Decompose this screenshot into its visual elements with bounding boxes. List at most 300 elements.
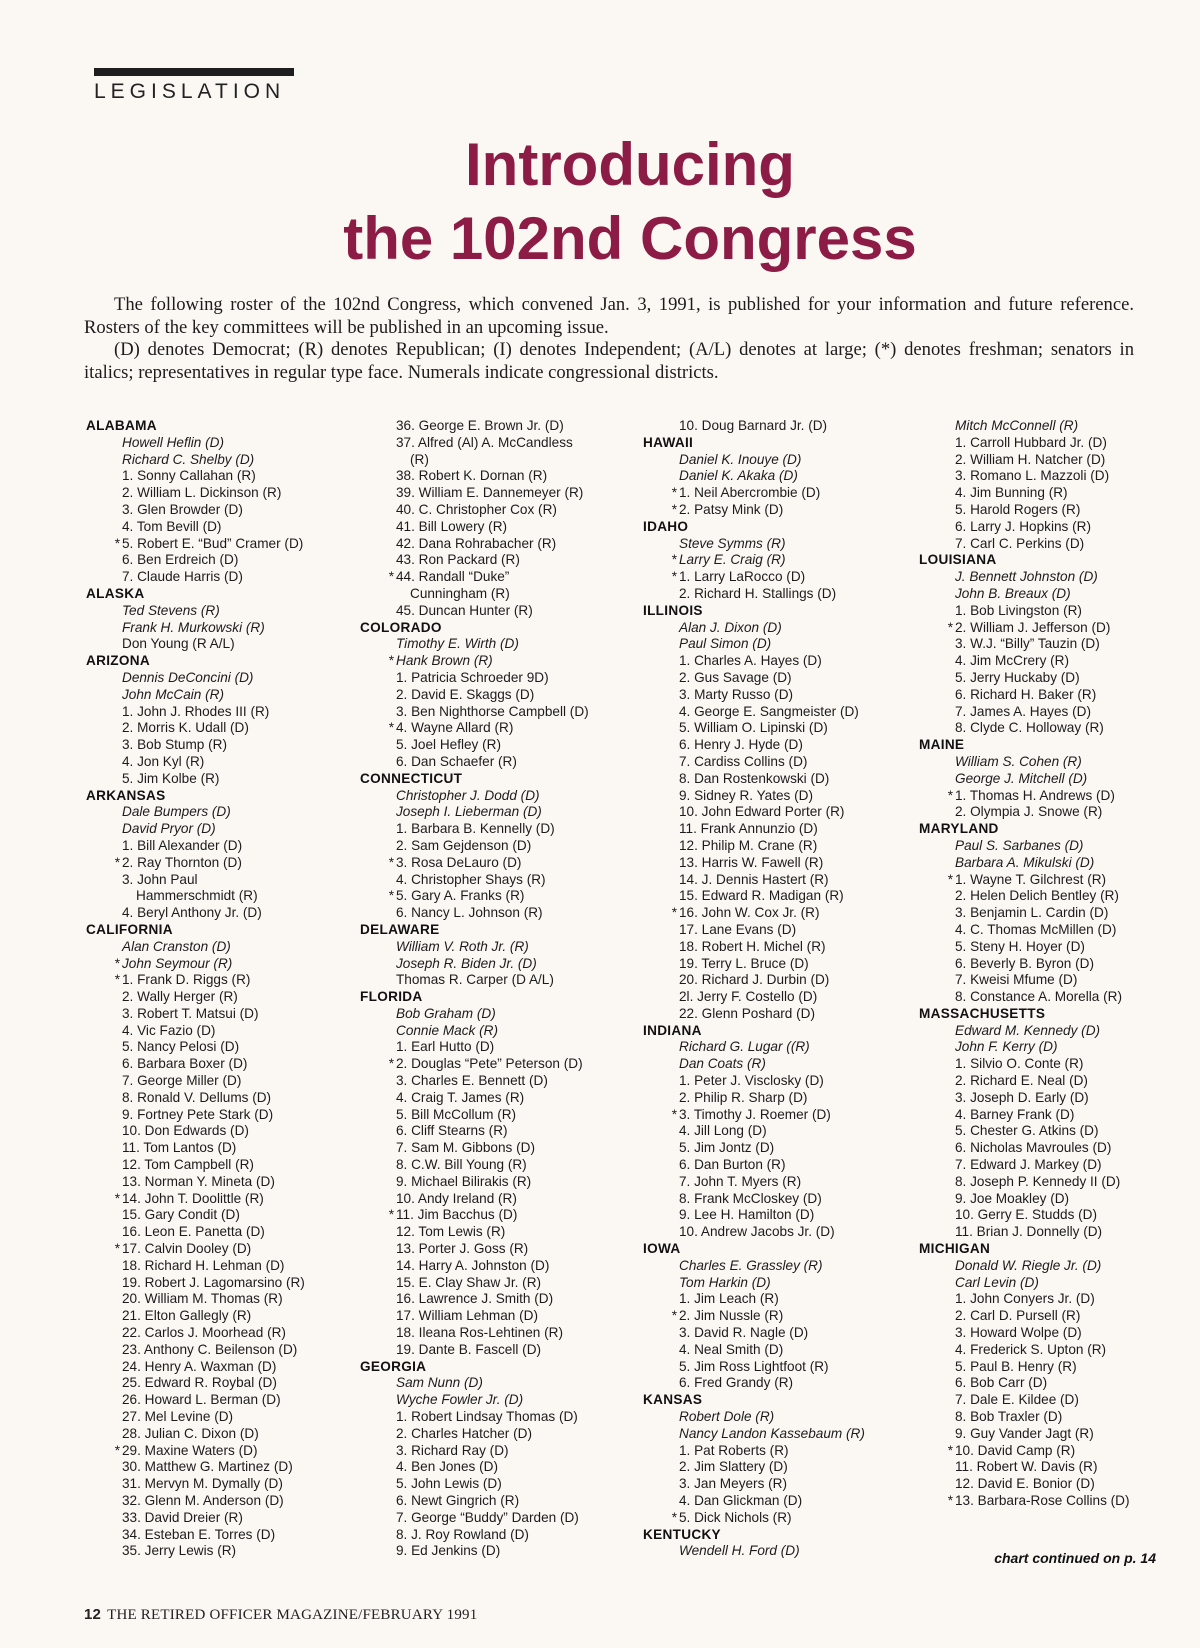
member-name: 12. David E. Bonior (D)	[955, 1476, 1095, 1492]
member-name: John Seymour (R)	[122, 955, 233, 971]
representative-entry	[360, 872, 589, 889]
publication-line: THE RETIRED OFFICER MAGAZINE/FEBRUARY 1991	[107, 1607, 478, 1623]
senator-entry	[86, 956, 305, 973]
representative-entry	[919, 1140, 1130, 1157]
representative-entry	[86, 1107, 305, 1124]
member-name: 40. C. Christopher Cox (R)	[396, 501, 557, 517]
member-name: 2. Jim Slattery (D)	[679, 1459, 788, 1475]
page-title	[0, 128, 1200, 276]
member-name: 10. David Camp (R)	[955, 1442, 1076, 1458]
senator-entry	[643, 452, 865, 469]
member-name: 38. Robert K. Dornan (R)	[396, 468, 548, 484]
representative-entry	[919, 989, 1130, 1006]
member-name: 6. Fred Grandy (R)	[679, 1375, 794, 1391]
representative-entry	[643, 1308, 865, 1325]
member-name: 4. Neal Smith (D)	[679, 1341, 784, 1357]
state-heading: ARIZONA	[86, 653, 151, 669]
member-name: Ted Stevens (R)	[122, 602, 220, 618]
member-name: 4. Christopher Shays (R)	[396, 871, 546, 887]
freshman-mark: *	[114, 1190, 120, 1206]
state-heading: KENTUCKY	[643, 1526, 721, 1542]
representative-entry	[360, 821, 589, 838]
representative-entry	[919, 603, 1130, 620]
member-name: George J. Mitchell (D)	[955, 770, 1088, 786]
state-heading: FLORIDA	[360, 989, 423, 1005]
member-name: 14. John T. Doolittle (R)	[122, 1190, 264, 1206]
representative-entry	[643, 989, 865, 1006]
representative-entry	[919, 1291, 1130, 1308]
representative-entry	[360, 1443, 589, 1460]
representative-entry	[86, 872, 305, 889]
member-name: Alan Cranston (D)	[122, 938, 231, 954]
member-name: 19. Robert J. Lagomarsino (R)	[122, 1274, 305, 1290]
senator-entry	[643, 1056, 865, 1073]
senator-entry	[643, 1258, 865, 1275]
member-name: Alan J. Dixon (D)	[679, 619, 782, 635]
representative-entry	[919, 1342, 1130, 1359]
member-name: 2. Wally Herger (R)	[122, 989, 238, 1005]
member-name: John B. Breaux (D)	[955, 585, 1071, 601]
freshman-mark: *	[114, 535, 120, 551]
member-name: 16. Leon E. Panetta (D)	[122, 1224, 265, 1240]
member-name: 8. J. Roy Rowland (D)	[396, 1526, 529, 1542]
representative-entry	[643, 737, 865, 754]
representative-entry	[643, 956, 865, 973]
member-name: 1. Patricia Schroeder 9D)	[396, 669, 549, 685]
member-name: Joseph R. Biden Jr. (D)	[396, 955, 537, 971]
representative-entry	[86, 1157, 305, 1174]
state-heading: HAWAII	[643, 434, 694, 450]
member-name: 1. Frank D. Riggs (R)	[122, 972, 251, 988]
member-name: 4. Tom Bevill (D)	[122, 518, 222, 534]
representative-entry	[643, 1090, 865, 1107]
member-name: 22. Glenn Poshard (D)	[679, 1005, 816, 1021]
state-heading: CALIFORNIA	[86, 921, 173, 937]
member-name: 3. Benjamin L. Cardin (D)	[955, 905, 1109, 921]
representative-entry	[643, 1006, 865, 1023]
representative-entry	[643, 1073, 865, 1090]
member-name: 2. Olympia J. Snowe (R)	[955, 804, 1103, 820]
representative-entry	[86, 737, 305, 754]
freshman-mark: *	[671, 485, 677, 501]
member-name: 2. Philip R. Sharp (D)	[679, 1089, 808, 1105]
member-name: 2. Helen Delich Bentley (R)	[955, 888, 1119, 904]
member-name: 5. Bill McCollum (R)	[396, 1106, 517, 1122]
representative-entry	[360, 972, 589, 989]
representative-entry	[919, 788, 1130, 805]
member-name: 10. Gerry E. Studds (D)	[955, 1207, 1098, 1223]
member-name: 4. C. Thomas McMillen (D)	[955, 921, 1117, 937]
representative-entry	[360, 1107, 589, 1124]
representative-entry	[643, 1325, 865, 1342]
member-name: 4. Vic Fazio (D)	[122, 1022, 216, 1038]
representative-entry	[919, 1107, 1130, 1124]
representative-entry	[643, 1443, 865, 1460]
representative-entry	[643, 1123, 865, 1140]
member-name: 27. Mel Levine (D)	[122, 1409, 234, 1425]
representative-entry	[919, 1325, 1130, 1342]
entry-continuation	[360, 452, 589, 469]
representative-entry	[643, 754, 865, 771]
member-name: 5. Jim Kolbe (R)	[122, 770, 220, 786]
member-name: 10. Doug Barnard Jr. (D)	[679, 418, 828, 433]
member-name: (R)	[410, 451, 429, 467]
member-name: 18. Richard H. Lehman (D)	[122, 1257, 285, 1273]
member-name: 10. Andy Ireland (R)	[396, 1190, 517, 1206]
state-heading: IDAHO	[643, 518, 689, 534]
representative-entry	[360, 418, 589, 435]
senator-entry	[919, 418, 1130, 435]
representative-entry	[86, 1258, 305, 1275]
senator-entry	[919, 855, 1130, 872]
member-name: Joseph I. Lieberman (D)	[396, 804, 542, 820]
representative-entry	[86, 636, 305, 653]
freshman-mark: *	[947, 1493, 953, 1508]
representative-entry	[919, 468, 1130, 485]
freshman-mark: *	[388, 720, 394, 736]
senator-entry	[919, 838, 1130, 855]
senator-entry	[360, 939, 589, 956]
representative-entry	[643, 1174, 865, 1191]
member-name: Sam Nunn (D)	[396, 1375, 483, 1391]
member-name: Steve Symms (R)	[679, 535, 786, 551]
member-name: 8. Frank McCloskey (D)	[679, 1190, 822, 1206]
member-name: 15. Edward R. Madigan (R)	[679, 888, 844, 904]
representative-entry	[86, 1174, 305, 1191]
representative-entry	[86, 536, 305, 553]
representative-entry	[360, 1258, 589, 1275]
member-name: 36. George E. Brown Jr. (D)	[396, 418, 564, 433]
member-name: 11. Frank Annunzio (D)	[679, 821, 818, 837]
freshman-mark: *	[947, 619, 953, 635]
section-label: LEGISLATION	[94, 80, 286, 103]
representative-entry	[643, 922, 865, 939]
member-name: 7. Carl C. Perkins (D)	[955, 535, 1085, 551]
senator-entry	[919, 754, 1130, 771]
member-name: 6. Dan Burton (R)	[679, 1157, 786, 1173]
representative-entry	[919, 720, 1130, 737]
freshman-mark: *	[114, 1442, 120, 1458]
representative-entry	[360, 720, 589, 737]
member-name: 30. Matthew G. Martinez (D)	[122, 1459, 293, 1475]
representative-entry	[86, 1443, 305, 1460]
member-name: 21. Elton Gallegly (R)	[122, 1308, 252, 1324]
representative-entry	[919, 1207, 1130, 1224]
member-name: 43. Ron Packard (R)	[396, 552, 520, 568]
member-name: 2. William J. Jefferson (D)	[955, 619, 1111, 635]
member-name: 13. Norman Y. Mineta (D)	[122, 1173, 275, 1189]
member-name: Richard C. Shelby (D)	[122, 451, 255, 467]
representative-entry	[919, 888, 1130, 905]
member-name: 35. Jerry Lewis (R)	[122, 1543, 237, 1559]
member-name: 9. Joe Moakley (D)	[955, 1190, 1070, 1206]
senator-entry	[86, 821, 305, 838]
member-name: 19. Dante B. Fascell (D)	[396, 1341, 542, 1357]
representative-entry	[360, 1459, 589, 1476]
member-name: 6. Cliff Stearns (R)	[396, 1123, 508, 1139]
entry-continuation	[360, 586, 589, 603]
senator-entry	[919, 1039, 1130, 1056]
member-name: 9. Sidney R. Yates (D)	[679, 787, 813, 803]
member-name: Carl Levin (D)	[955, 1274, 1039, 1290]
member-name: 7. James A. Hayes (D)	[955, 703, 1091, 719]
member-name: 1. Larry LaRocco (D)	[679, 569, 806, 585]
representative-entry	[919, 1375, 1130, 1392]
member-name: 4. Jill Long (D)	[679, 1123, 767, 1139]
representative-entry	[919, 452, 1130, 469]
representative-entry	[360, 1510, 589, 1527]
member-name: 6. Larry J. Hopkins (R)	[955, 518, 1091, 534]
member-name: 8. Dan Rostenkowski (D)	[679, 770, 830, 786]
member-name: 4. Jim McCrery (R)	[955, 653, 1070, 669]
member-name: 8. Joseph P. Kennedy II (D)	[955, 1173, 1121, 1189]
representative-entry	[360, 905, 589, 922]
representative-entry	[919, 956, 1130, 973]
representative-entry	[643, 1191, 865, 1208]
member-name: 5. Jim Jontz (D)	[679, 1140, 775, 1156]
member-name: Paul Simon (D)	[679, 636, 772, 652]
member-name: Donald W. Riegle Jr. (D)	[955, 1257, 1102, 1273]
senator-entry	[86, 670, 305, 687]
member-name: 17. Lane Evans (D)	[679, 921, 797, 937]
representative-entry	[360, 1308, 589, 1325]
member-name: 13. Barbara-Rose Collins (D)	[955, 1493, 1130, 1508]
representative-entry	[643, 855, 865, 872]
representative-entry	[643, 905, 865, 922]
representative-entry	[86, 1191, 305, 1208]
representative-entry	[360, 1241, 589, 1258]
member-name: 7. George Miller (D)	[122, 1073, 242, 1089]
member-name: 3. Charles E. Bennett (D)	[396, 1073, 548, 1089]
member-name: 11. Robert W. Davis (R)	[955, 1459, 1098, 1475]
freshman-mark: *	[671, 569, 677, 585]
senator-entry	[643, 468, 865, 485]
representative-entry	[86, 1308, 305, 1325]
member-name: David Pryor (D)	[122, 821, 216, 837]
representative-entry	[919, 1157, 1130, 1174]
member-name: Paul S. Sarbanes (D)	[955, 837, 1084, 853]
representative-entry	[643, 872, 865, 889]
representative-entry	[86, 1275, 305, 1292]
member-name: 29. Maxine Waters (D)	[122, 1442, 258, 1458]
representative-entry	[86, 1039, 305, 1056]
senator-entry	[86, 603, 305, 620]
representative-entry	[919, 519, 1130, 536]
representative-entry	[643, 838, 865, 855]
representative-entry	[86, 1459, 305, 1476]
representative-entry	[86, 1476, 305, 1493]
representative-entry	[919, 1308, 1130, 1325]
member-name: 6. Dan Schaefer (R)	[396, 753, 517, 769]
page-footer	[84, 1606, 477, 1624]
member-name: 1. Wayne T. Gilchrest (R)	[955, 871, 1107, 887]
member-name: 9. Michael Bilirakis (R)	[396, 1173, 532, 1189]
representative-entry	[643, 821, 865, 838]
representative-entry	[360, 1325, 589, 1342]
representative-entry	[919, 972, 1130, 989]
representative-entry	[919, 1476, 1130, 1493]
representative-entry	[919, 670, 1130, 687]
member-name: 3. Robert T. Matsui (D)	[122, 1005, 259, 1021]
representative-entry	[86, 1224, 305, 1241]
member-name: 2l. Jerry F. Costello (D)	[679, 989, 818, 1005]
continued-note: chart continued on p. 14	[994, 1550, 1156, 1566]
member-name: Wendell H. Ford (D)	[679, 1543, 800, 1559]
member-name: 2. Charles Hatcher (D)	[396, 1425, 532, 1441]
freshman-mark: *	[947, 1442, 953, 1458]
member-name: 1. Peter J. Visclosky (D)	[679, 1073, 824, 1089]
member-name: Charles E. Grassley (R)	[679, 1257, 823, 1273]
member-name: 2. Morris K. Udall (D)	[122, 720, 249, 736]
member-name: 1. Carroll Hubbard Jr. (D)	[955, 434, 1107, 450]
member-name: Richard G. Lugar ((R)	[679, 1039, 810, 1055]
representative-entry	[86, 468, 305, 485]
member-name: 12. Tom Campbell (R)	[122, 1157, 254, 1173]
representative-entry	[360, 1157, 589, 1174]
member-name: 23. Anthony C. Beilenson (D)	[122, 1341, 298, 1357]
representative-entry	[643, 804, 865, 821]
member-name: 6. Newt Gingrich (R)	[396, 1493, 520, 1508]
member-name: 1. Robert Lindsay Thomas (D)	[396, 1409, 578, 1425]
representative-entry	[919, 620, 1130, 637]
freshman-mark: *	[671, 905, 677, 921]
member-name: 12. Tom Lewis (R)	[396, 1224, 506, 1240]
representative-entry	[86, 1140, 305, 1157]
entry-continuation	[86, 888, 305, 905]
senator-entry	[643, 1409, 865, 1426]
state-heading: ILLINOIS	[643, 602, 703, 618]
member-name: 41. Bill Lowery (R)	[396, 518, 508, 534]
intro-text	[84, 294, 1134, 384]
representative-entry	[919, 653, 1130, 670]
representative-entry	[360, 1123, 589, 1140]
state-heading: ARKANSAS	[86, 787, 166, 803]
member-name: 5. Chester G. Atkins (D)	[955, 1123, 1099, 1139]
member-name: 7. Kweisi Mfume (D)	[955, 972, 1078, 988]
member-name: 3. Richard Ray (D)	[396, 1442, 509, 1458]
senator-entry	[360, 653, 589, 670]
state-heading: MAINE	[919, 737, 965, 753]
member-name: 1. John Conyers Jr. (D)	[955, 1291, 1095, 1307]
member-name: Wyche Fowler Jr. (D)	[396, 1392, 524, 1408]
member-name: 2. Ray Thornton (D)	[122, 854, 242, 870]
representative-entry	[643, 1510, 865, 1527]
member-name: 24. Henry A. Waxman (D)	[122, 1358, 277, 1374]
member-name: 16. Lawrence J. Smith (D)	[396, 1291, 554, 1307]
member-name: 2. Sam Gejdenson (D)	[396, 837, 532, 853]
member-name: Thomas R. Carper (D A/L)	[396, 972, 554, 988]
representative-entry	[919, 1409, 1130, 1426]
representative-entry	[360, 1527, 589, 1544]
member-name: 8. Ronald V. Dellums (D)	[122, 1089, 272, 1105]
representative-entry	[919, 1443, 1130, 1460]
title-line-1: Introducing	[465, 131, 795, 198]
member-name: Howell Heflin (D)	[122, 434, 224, 450]
representative-entry	[643, 1375, 865, 1392]
representative-entry	[360, 1191, 589, 1208]
member-name: 7. Dale E. Kildee (D)	[955, 1392, 1079, 1408]
state-heading: KANSAS	[643, 1392, 703, 1408]
freshman-mark: *	[388, 854, 394, 870]
senator-entry	[360, 1375, 589, 1392]
member-name: 1. Bill Alexander (D)	[122, 837, 243, 853]
member-name: 2. William H. Natcher (D)	[955, 451, 1106, 467]
senator-entry	[919, 1275, 1130, 1292]
member-name: Don Young (R A/L)	[122, 636, 235, 652]
representative-entry	[643, 1359, 865, 1376]
member-name: Dennis DeConcini (D)	[122, 669, 254, 685]
member-name: 9. Guy Vander Jagt (R)	[955, 1425, 1094, 1441]
member-name: 5. Paul B. Henry (R)	[955, 1358, 1077, 1374]
representative-entry	[919, 804, 1130, 821]
member-name: 16. John W. Cox Jr. (R)	[679, 905, 820, 921]
member-name: 20. William M. Thomas (R)	[122, 1291, 283, 1307]
representative-entry	[643, 586, 865, 603]
member-name: 26. Howard L. Berman (D)	[122, 1392, 281, 1408]
member-name: 28. Julian C. Dixon (D)	[122, 1425, 259, 1441]
senator-entry	[919, 586, 1130, 603]
representative-entry	[919, 704, 1130, 721]
member-name: 1. Silvio O. Conte (R)	[955, 1056, 1084, 1072]
senator-entry	[919, 569, 1130, 586]
representative-entry	[86, 905, 305, 922]
member-name: Daniel K. Akaka (D)	[679, 468, 798, 484]
member-name: Dan Coats (R)	[679, 1056, 766, 1072]
senator-entry	[360, 636, 589, 653]
state-heading: DELAWARE	[360, 921, 440, 937]
representative-entry	[360, 468, 589, 485]
member-name: 4. Frederick S. Upton (R)	[955, 1341, 1107, 1357]
representative-entry	[360, 1493, 589, 1510]
member-name: 13. Harris W. Fawell (R)	[679, 854, 824, 870]
member-name: 6. Bob Carr (D)	[955, 1375, 1048, 1391]
representative-entry	[86, 1023, 305, 1040]
senator-entry	[643, 1426, 865, 1443]
state-heading: IOWA	[643, 1241, 681, 1257]
member-name: 7. Edward J. Markey (D)	[955, 1157, 1102, 1173]
member-name: 11. Tom Lantos (D)	[122, 1140, 237, 1156]
member-name: 6. Richard H. Baker (R)	[955, 686, 1097, 702]
member-name: 37. Alfred (Al) A. McCandless	[396, 434, 573, 450]
member-name: 10. Andrew Jacobs Jr. (D)	[679, 1224, 835, 1240]
member-name: 18. Ileana Ros-Lehtinen (R)	[396, 1325, 563, 1341]
member-name: 45. Duncan Hunter (R)	[396, 602, 533, 618]
member-name: 39. William E. Dannemeyer (R)	[396, 485, 584, 501]
freshman-mark: *	[671, 1106, 677, 1122]
representative-entry	[86, 1359, 305, 1376]
member-name: 5. William O. Lipinski (D)	[679, 720, 828, 736]
representative-entry	[86, 704, 305, 721]
representative-entry	[86, 1291, 305, 1308]
member-name: 4. Craig T. James (R)	[396, 1089, 525, 1105]
representative-entry	[919, 485, 1130, 502]
representative-entry	[919, 1174, 1130, 1191]
representative-entry	[86, 552, 305, 569]
member-name: 22. Carlos J. Moorhead (R)	[122, 1325, 286, 1341]
representative-entry	[643, 569, 865, 586]
representative-entry	[360, 1543, 589, 1560]
senator-entry	[919, 1023, 1130, 1040]
state-heading: MICHIGAN	[919, 1241, 991, 1257]
member-name: 3. Joseph D. Early (D)	[955, 1089, 1089, 1105]
member-name: 14. J. Dennis Hastert (R)	[679, 871, 829, 887]
representative-entry	[86, 1090, 305, 1107]
freshman-mark: *	[388, 1207, 394, 1223]
representative-entry	[360, 485, 589, 502]
member-name: 17. Calvin Dooley (D)	[122, 1241, 252, 1257]
member-name: Dale Bumpers (D)	[122, 804, 231, 820]
member-name: 5. Jim Ross Lightfoot (R)	[679, 1358, 829, 1374]
